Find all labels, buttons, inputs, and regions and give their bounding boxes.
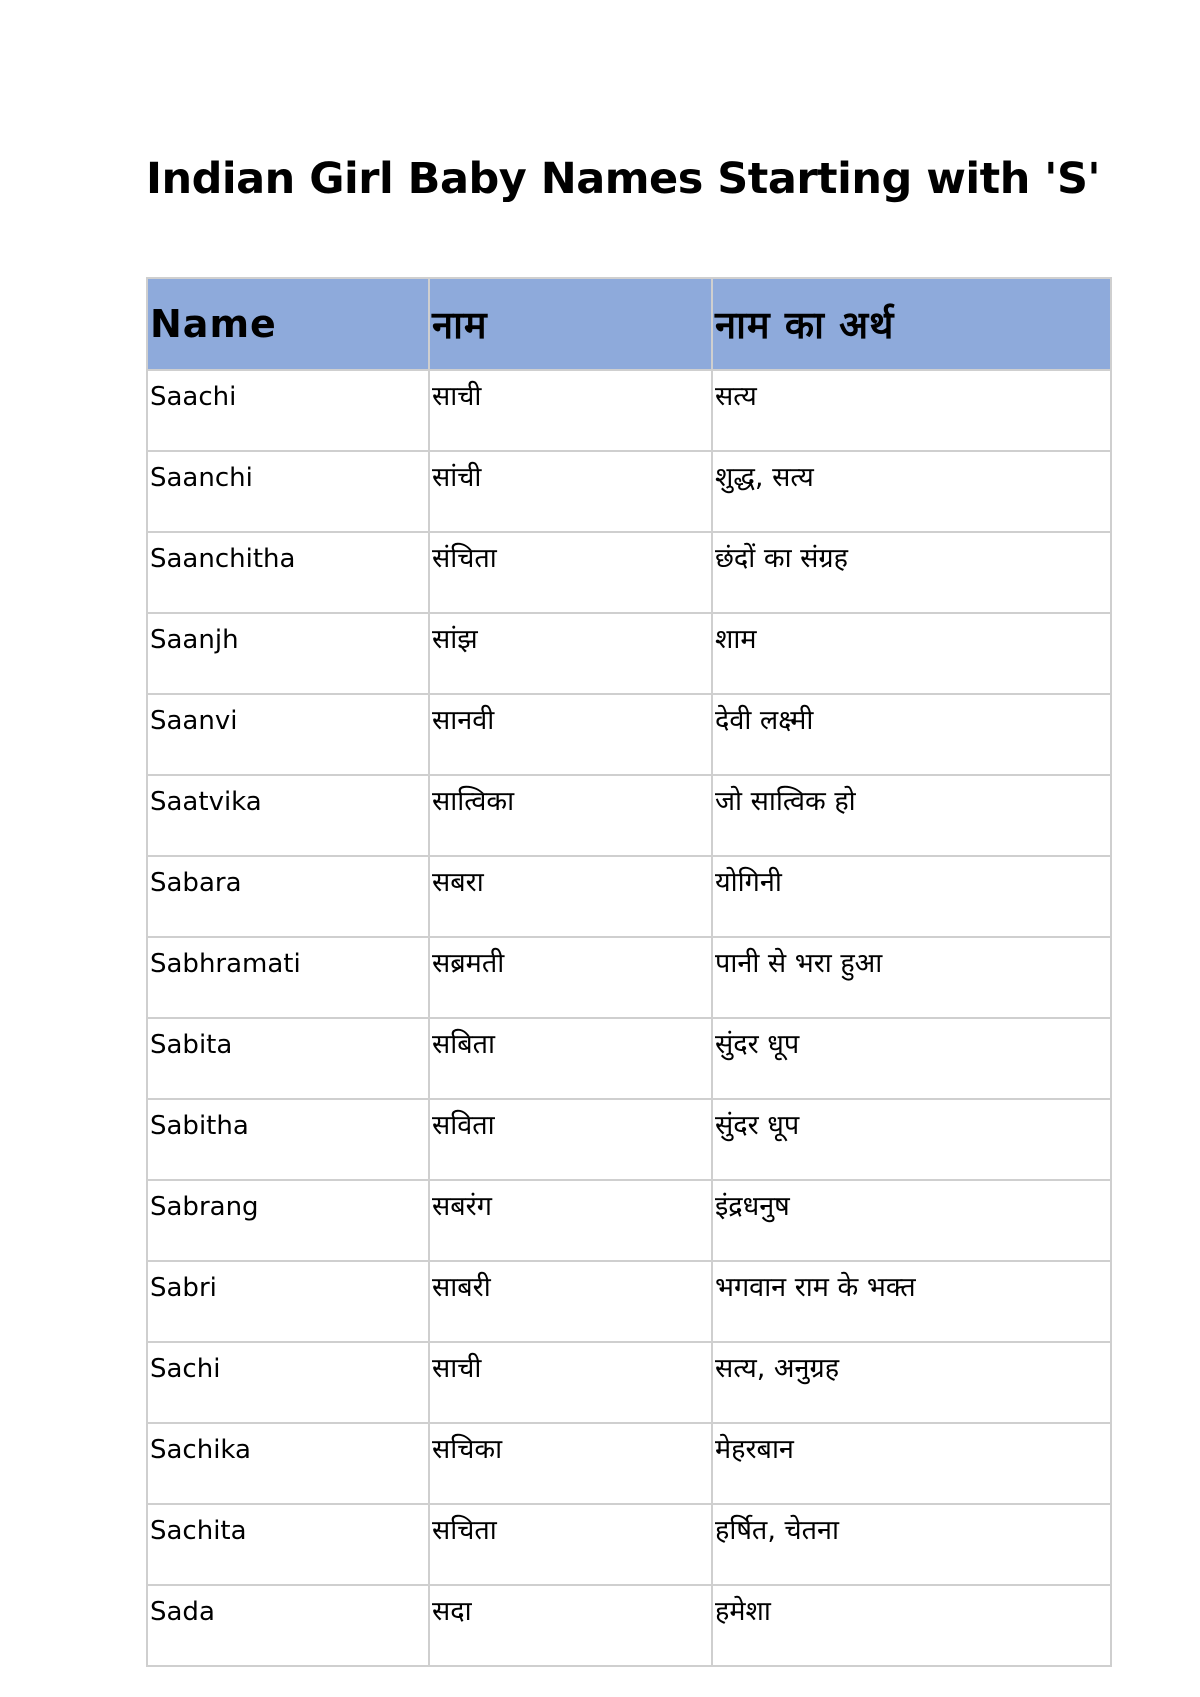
meaning-cell: इंद्रधनुष	[712, 1180, 1111, 1261]
meaning-cell: मेहरबान	[712, 1423, 1111, 1504]
table-row	[147, 1342, 1111, 1423]
header-hindi-name: नाम	[429, 278, 712, 370]
table-row	[147, 1099, 1111, 1180]
meaning-cell: हर्षित, चेतना	[712, 1504, 1111, 1585]
meaning-cell: पानी से भरा हुआ	[712, 937, 1111, 1018]
name-cell: Saanvi	[147, 694, 429, 775]
meaning-cell: योगिनी	[712, 856, 1111, 937]
name-cell: Saanchitha	[147, 532, 429, 613]
table-row	[147, 1423, 1111, 1504]
name-cell: Sabitha	[147, 1099, 429, 1180]
meaning-cell: शुद्ध, सत्य	[712, 451, 1111, 532]
table-row	[147, 1504, 1111, 1585]
hindi-name-cell: सविता	[429, 1099, 712, 1180]
hindi-name-cell: सांची	[429, 451, 712, 532]
meaning-cell: सुंदर धूप	[712, 1018, 1111, 1099]
hindi-name-cell: सब्रमती	[429, 937, 712, 1018]
table-header-row	[147, 278, 1111, 370]
table-row	[147, 1585, 1111, 1666]
hindi-name-cell: संचिता	[429, 532, 712, 613]
table-row	[147, 370, 1111, 451]
hindi-name-cell: साची	[429, 1342, 712, 1423]
meaning-cell: जो सात्विक हो	[712, 775, 1111, 856]
hindi-name-cell: सबिता	[429, 1018, 712, 1099]
name-cell: Saatvika	[147, 775, 429, 856]
meaning-cell: हमेशा	[712, 1585, 1111, 1666]
table-row	[147, 1180, 1111, 1261]
name-cell: Sabita	[147, 1018, 429, 1099]
name-cell: Sachita	[147, 1504, 429, 1585]
hindi-name-cell: सानवी	[429, 694, 712, 775]
name-cell: Saanjh	[147, 613, 429, 694]
meaning-cell: छंदों का संग्रह	[712, 532, 1111, 613]
table-row	[147, 1261, 1111, 1342]
table-row	[147, 532, 1111, 613]
table-row	[147, 694, 1111, 775]
names-table	[146, 277, 1112, 1667]
page-title: Indian Girl Baby Names Starting with 'S'	[146, 154, 1101, 204]
meaning-cell: सुंदर धूप	[712, 1099, 1111, 1180]
name-cell: Saanchi	[147, 451, 429, 532]
hindi-name-cell: साची	[429, 370, 712, 451]
meaning-cell: शाम	[712, 613, 1111, 694]
meaning-cell: सत्य, अनुग्रह	[712, 1342, 1111, 1423]
header-meaning: नाम का अर्थ	[712, 278, 1111, 370]
table-row	[147, 856, 1111, 937]
hindi-name-cell: सचिका	[429, 1423, 712, 1504]
name-cell: Sada	[147, 1585, 429, 1666]
hindi-name-cell: सदा	[429, 1585, 712, 1666]
meaning-cell: भगवान राम के भक्त	[712, 1261, 1111, 1342]
hindi-name-cell: सांझ	[429, 613, 712, 694]
table-row	[147, 937, 1111, 1018]
table-row	[147, 613, 1111, 694]
name-cell: Sabri	[147, 1261, 429, 1342]
hindi-name-cell: सबरा	[429, 856, 712, 937]
header-name: Name	[147, 278, 429, 370]
hindi-name-cell: सात्विका	[429, 775, 712, 856]
hindi-name-cell: सबरंग	[429, 1180, 712, 1261]
table-row	[147, 451, 1111, 532]
table-row	[147, 1018, 1111, 1099]
name-cell: Saachi	[147, 370, 429, 451]
name-cell: Sabrang	[147, 1180, 429, 1261]
meaning-cell: सत्य	[712, 370, 1111, 451]
meaning-cell: देवी लक्ष्मी	[712, 694, 1111, 775]
hindi-name-cell: सचिता	[429, 1504, 712, 1585]
name-cell: Sabara	[147, 856, 429, 937]
name-cell: Sachika	[147, 1423, 429, 1504]
name-cell: Sabhramati	[147, 937, 429, 1018]
hindi-name-cell: साबरी	[429, 1261, 712, 1342]
name-cell: Sachi	[147, 1342, 429, 1423]
table-row	[147, 775, 1111, 856]
